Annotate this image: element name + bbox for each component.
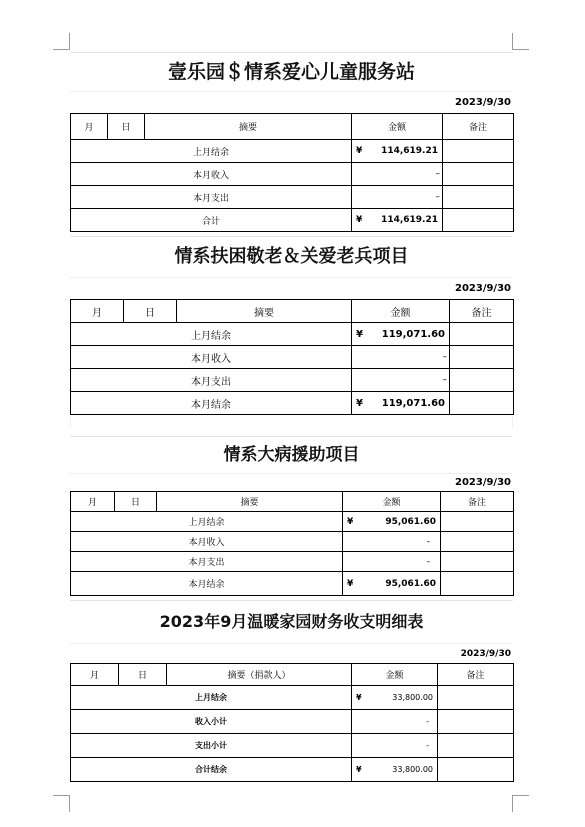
row-label: 上月结余 — [71, 686, 352, 710]
row-note — [450, 346, 514, 369]
amount-value: - — [352, 734, 438, 758]
amount-value: – — [352, 186, 443, 209]
report-date: 2023/9/30 — [70, 91, 513, 113]
header-amount: 金额 — [352, 664, 438, 686]
row-note — [438, 710, 514, 734]
header-month: 月 — [71, 300, 124, 323]
section-title: 情系大病援助项目 — [70, 436, 513, 473]
row-label: 本月支出 — [71, 552, 343, 572]
header-row — [71, 300, 514, 323]
row-note — [438, 758, 514, 782]
row-amount — [343, 512, 441, 532]
table-row — [71, 186, 514, 209]
header-note: 备注 — [443, 114, 514, 140]
crop-mark-bottom-right — [512, 795, 529, 812]
row-label: 支出小计 — [71, 734, 352, 758]
header-row — [71, 664, 514, 686]
row-amount — [352, 392, 450, 415]
row-amount — [352, 140, 443, 163]
amount-value: - — [343, 532, 441, 552]
amount-value: 33,800.00 — [392, 765, 433, 774]
row-amount — [352, 209, 443, 232]
report-date: 2023/9/30 — [70, 643, 513, 663]
header-day: 日 — [108, 114, 145, 140]
row-note — [441, 552, 514, 572]
row-note — [443, 186, 514, 209]
table-row — [71, 758, 514, 782]
table-row — [71, 392, 514, 415]
report-date: 2023/9/30 — [70, 473, 513, 491]
header-amount: 金额 — [343, 492, 441, 512]
table-row — [71, 369, 514, 392]
table-row — [71, 346, 514, 369]
row-note — [438, 686, 514, 710]
currency-symbol: ¥ — [356, 328, 363, 340]
header-summary: 摘要 — [177, 300, 352, 323]
table-row — [71, 686, 514, 710]
ledger-section-children-station — [70, 52, 513, 232]
report-date: 2023/9/30 — [70, 277, 513, 299]
amount-value: 119,071.60 — [381, 397, 445, 409]
ledger-section-warm-home — [70, 600, 513, 782]
table-row — [71, 734, 514, 758]
amount-value: – — [352, 163, 443, 186]
table-row — [71, 552, 514, 572]
row-label: 上月结余 — [71, 140, 352, 163]
header-note: 备注 — [438, 664, 514, 686]
row-label: 本月结余 — [71, 572, 343, 596]
row-label: 合计 — [71, 209, 352, 232]
row-label: 本月收入 — [71, 532, 343, 552]
header-day: 日 — [124, 300, 177, 323]
row-note — [443, 140, 514, 163]
table-row — [71, 209, 514, 232]
amount-value: 114,619.21 — [381, 146, 438, 156]
header-month: 月 — [71, 664, 119, 686]
table-row — [71, 140, 514, 163]
ledger-table — [70, 491, 514, 596]
row-note — [443, 163, 514, 186]
row-label: 本月结余 — [71, 392, 352, 415]
currency-symbol: ¥ — [356, 765, 362, 774]
section-title: 2023年9月温暖家园财务收支明细表 — [70, 600, 513, 643]
header-row — [71, 492, 514, 512]
table-row — [71, 532, 514, 552]
currency-symbol: ¥ — [356, 397, 363, 409]
row-amount — [343, 572, 441, 596]
row-note — [441, 532, 514, 552]
amount-value: – — [352, 346, 450, 369]
ledger-section-elderly-veterans — [70, 236, 513, 427]
currency-symbol: ¥ — [356, 693, 362, 702]
currency-symbol: ¥ — [356, 215, 363, 225]
header-amount: 金额 — [352, 300, 450, 323]
row-note — [450, 369, 514, 392]
currency-symbol: ¥ — [347, 516, 354, 527]
row-note — [441, 572, 514, 596]
table-row — [71, 323, 514, 346]
header-row — [71, 114, 514, 140]
header-summary: 摘要 — [157, 492, 343, 512]
row-label: 上月结余 — [71, 323, 352, 346]
amount-value: 33,800.00 — [392, 693, 433, 702]
row-note — [443, 209, 514, 232]
section-spacer — [70, 415, 513, 427]
amount-value: - — [343, 552, 441, 572]
row-label: 收入小计 — [71, 710, 352, 734]
crop-mark-top-left — [53, 33, 70, 50]
currency-symbol: ¥ — [356, 146, 363, 156]
row-amount — [352, 323, 450, 346]
row-label: 本月支出 — [71, 369, 352, 392]
header-day: 日 — [115, 492, 157, 512]
row-label: 本月收入 — [71, 346, 352, 369]
row-note — [438, 734, 514, 758]
ledger-table — [70, 663, 514, 782]
amount-value: 95,061.60 — [385, 578, 436, 589]
row-amount — [352, 758, 438, 782]
crop-mark-bottom-left — [53, 795, 70, 812]
table-row — [71, 512, 514, 532]
currency-symbol: ¥ — [347, 578, 354, 589]
amount-value: 114,619.21 — [381, 215, 438, 225]
amount-value: 95,061.60 — [385, 516, 436, 527]
table-row — [71, 163, 514, 186]
table-row — [71, 710, 514, 734]
ledger-table — [70, 113, 514, 232]
row-note — [441, 512, 514, 532]
amount-value: - — [352, 710, 438, 734]
header-amount: 金额 — [352, 114, 443, 140]
ledger-table — [70, 299, 514, 415]
section-title: 壹乐园＄情系爱心儿童服务站 — [70, 52, 513, 91]
header-summary: 摘要 — [145, 114, 352, 140]
row-label: 合计结余 — [71, 758, 352, 782]
row-label: 上月结余 — [71, 512, 343, 532]
header-summary: 摘要（捐款人） — [167, 664, 352, 686]
crop-mark-top-right — [512, 33, 529, 50]
row-label: 本月支出 — [71, 186, 352, 209]
row-amount — [352, 686, 438, 710]
header-month: 月 — [71, 114, 108, 140]
header-note: 备注 — [441, 492, 514, 512]
row-label: 本月收入 — [71, 163, 352, 186]
section-title: 情系扶困敬老＆关爱老兵项目 — [70, 236, 513, 277]
ledger-section-illness-aid — [70, 436, 513, 596]
header-note: 备注 — [450, 300, 514, 323]
row-note — [450, 392, 514, 415]
header-month: 月 — [71, 492, 115, 512]
header-day: 日 — [119, 664, 167, 686]
amount-value: – — [352, 369, 450, 392]
table-row — [71, 572, 514, 596]
amount-value: 119,071.60 — [381, 328, 445, 340]
row-note — [450, 323, 514, 346]
